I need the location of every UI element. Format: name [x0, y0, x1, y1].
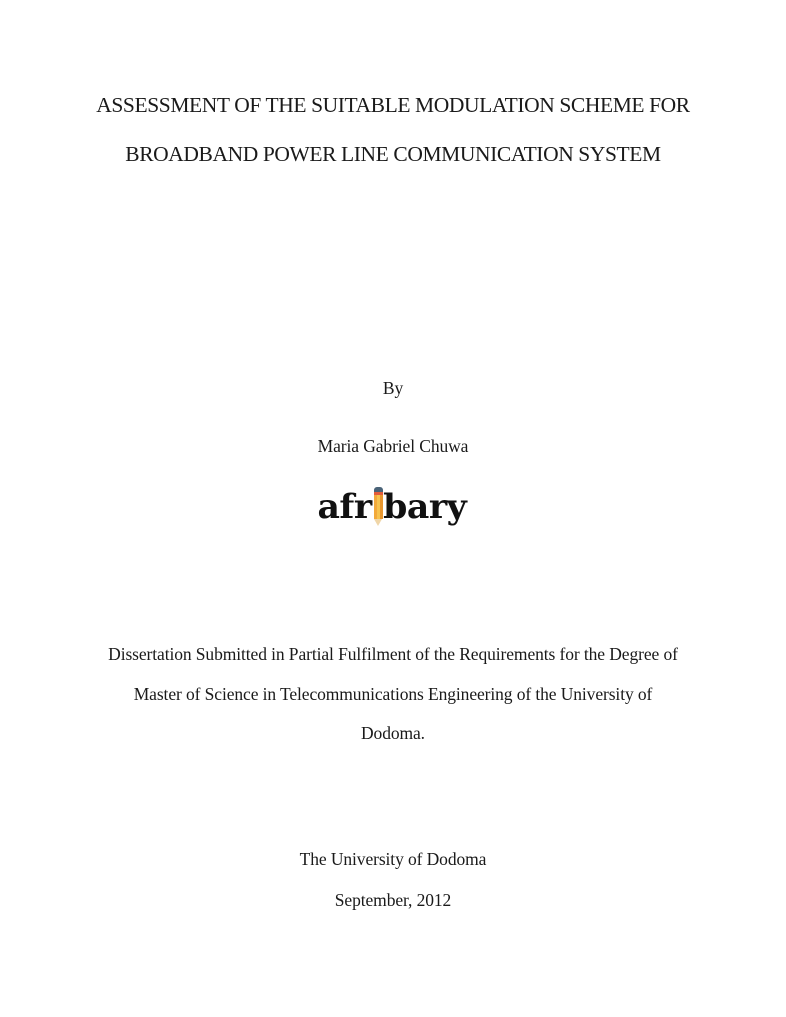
by-label: By	[382, 378, 404, 398]
submission-date: September, 2012	[334, 890, 452, 910]
title-line-1: ASSESSMENT OF THE SUITABLE MODULATION SCHEME FOR	[96, 93, 690, 117]
afribary-logo	[318, 486, 466, 530]
pencil-icon	[373, 487, 383, 529]
statement-line-3: Dodoma.	[361, 723, 425, 743]
institution-name: The University of Dodoma	[299, 849, 487, 869]
logo-text-left: afr	[317, 487, 372, 527]
statement-line-1: Dissertation Submitted in Partial Fulfilment of the Requirements for the Degree of	[108, 644, 678, 664]
title-line-2: BROADBAND POWER LINE COMMUNICATION SYSTEM	[125, 142, 661, 166]
logo-text-right: bary	[383, 487, 467, 527]
statement-line-2: Master of Science in Telecommunications Engineering of the University of	[133, 684, 653, 704]
author-name: Maria Gabriel Chuwa	[317, 436, 469, 456]
